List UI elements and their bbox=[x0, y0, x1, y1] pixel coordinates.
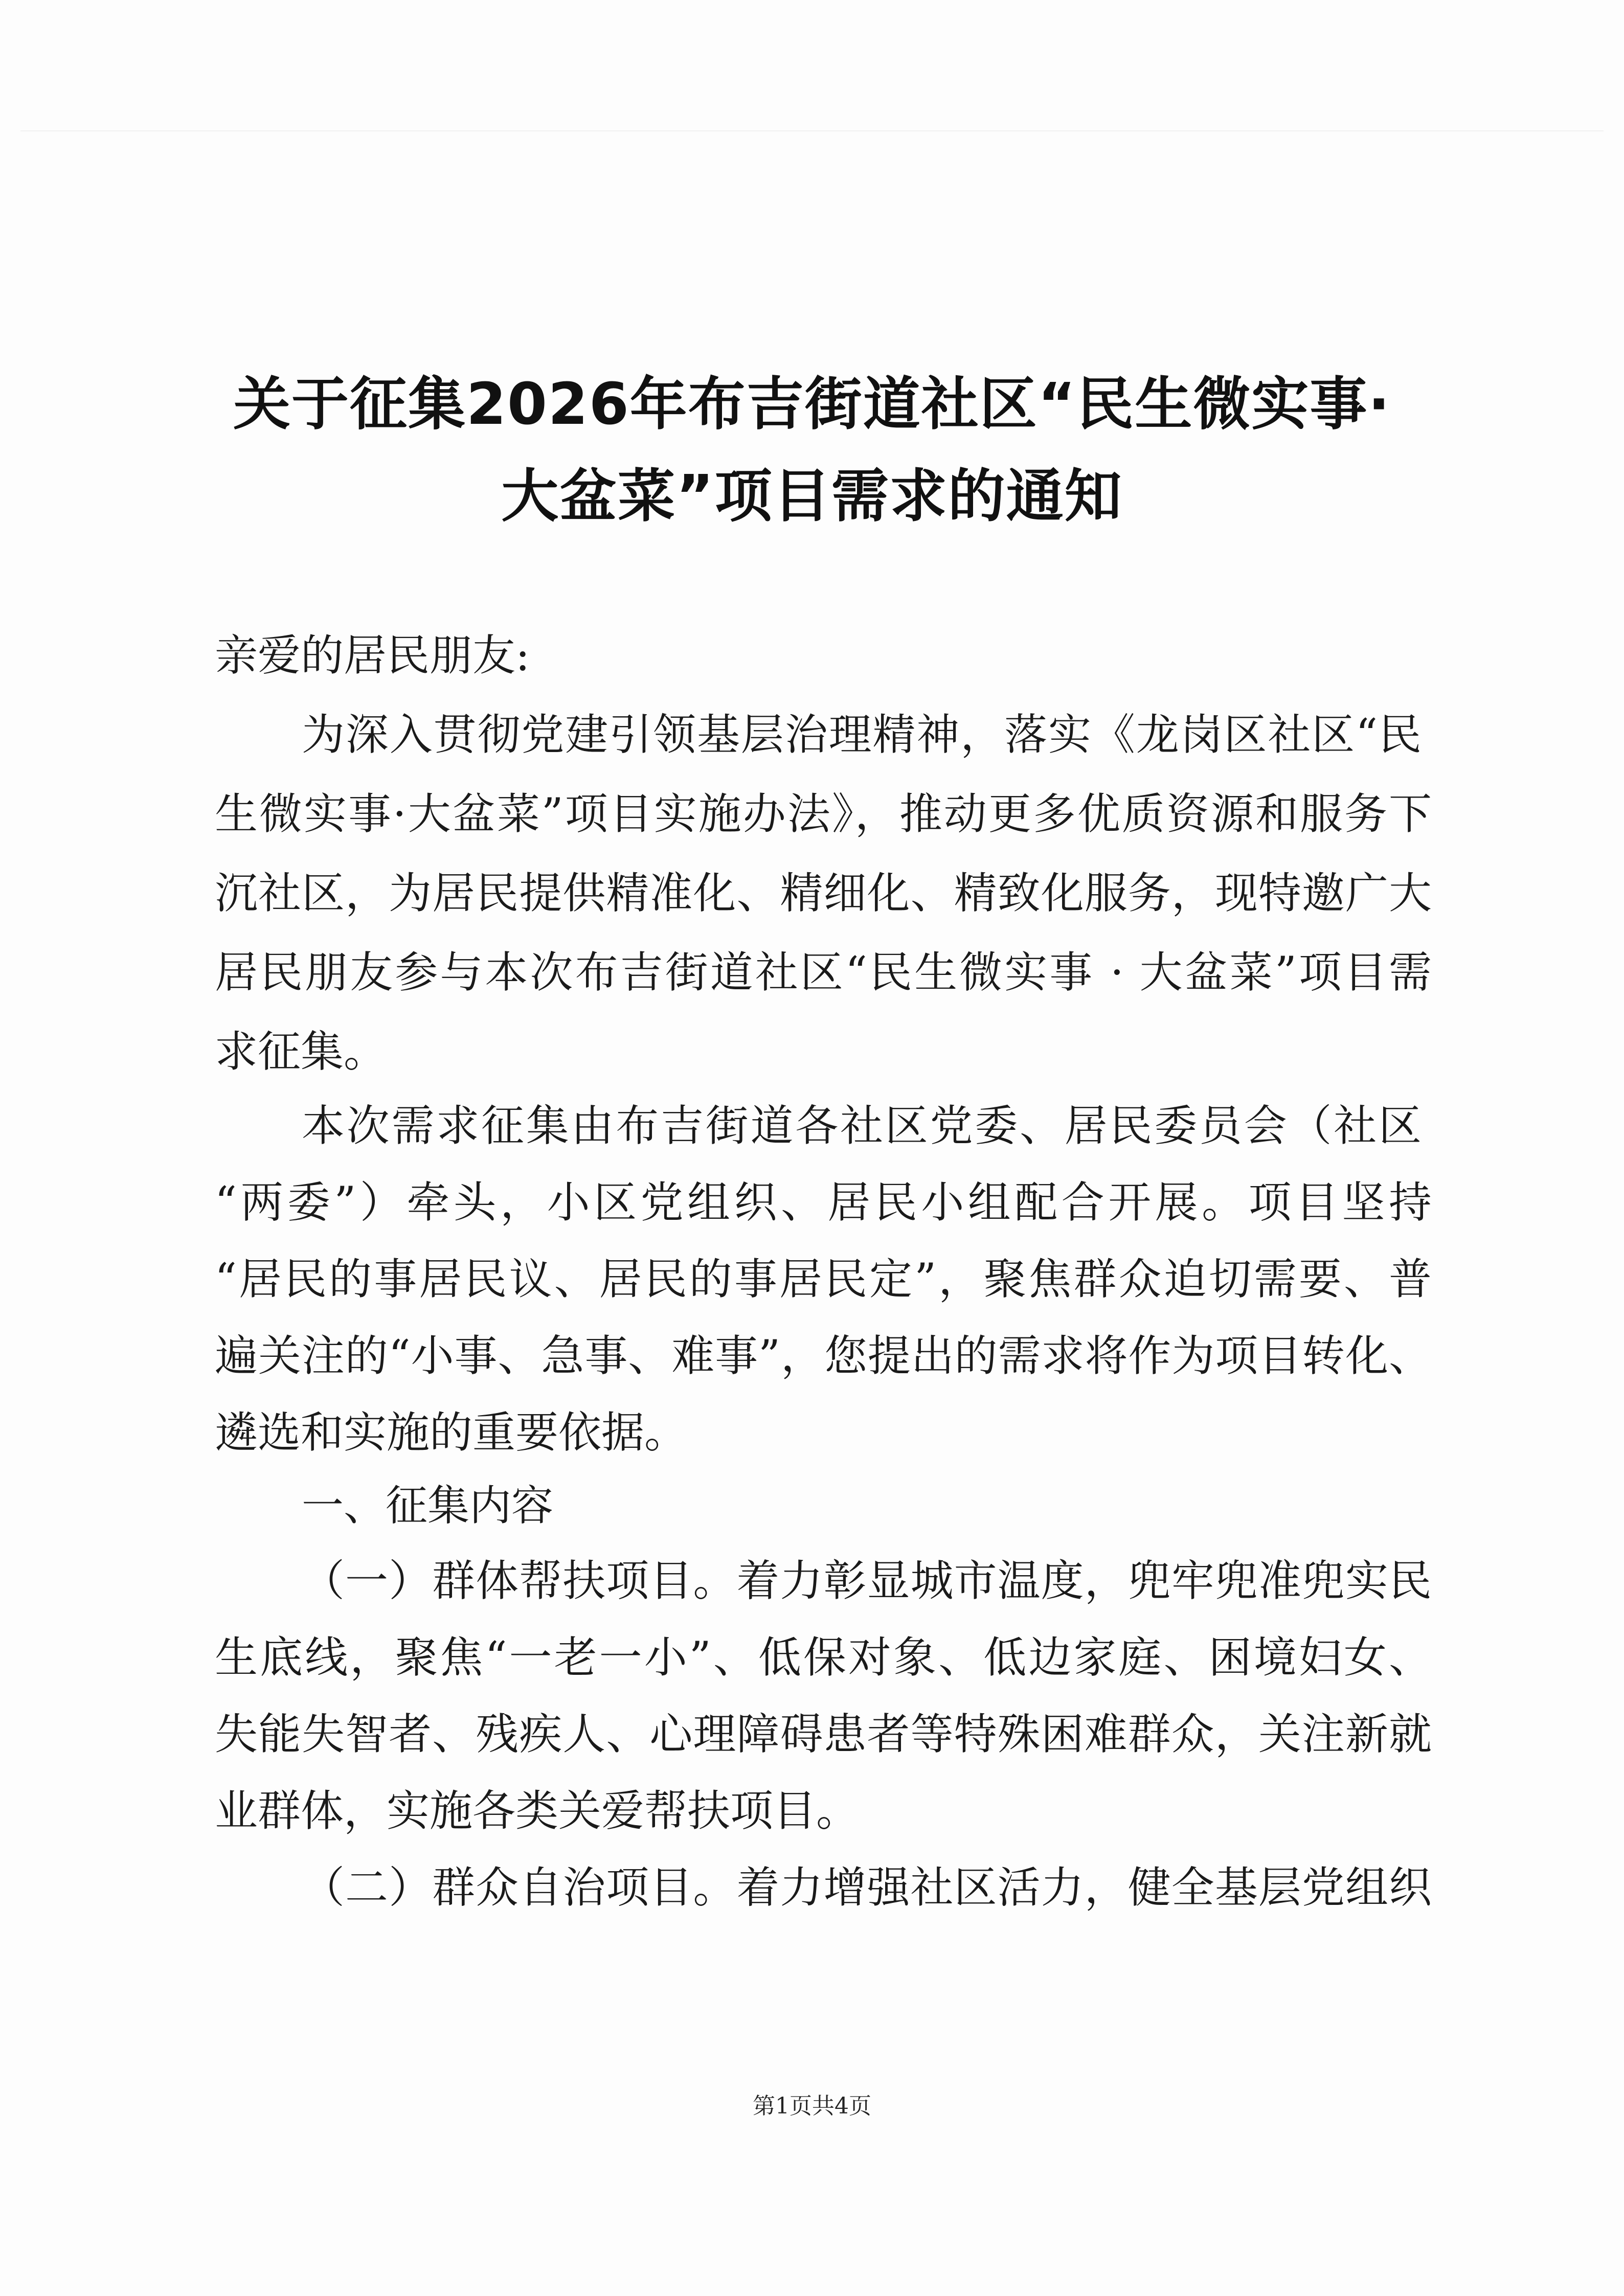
scan-edge-line bbox=[20, 130, 1604, 131]
section-heading: 一、征集内容 bbox=[302, 1482, 554, 1530]
paragraph-line: 遍关注的“小事、急事、难事”，您提出的需求将作为项目转化、 bbox=[215, 1331, 1432, 1381]
paragraph-line: 为深入贯彻党建引领基层治理精神，落实《龙岗区社区“民 bbox=[302, 710, 1422, 760]
document-title-line-2: 大盆菜”项目需求的通知 bbox=[501, 463, 1123, 530]
paragraph-line: 沉社区，为居民提供精准化、精细化、精致化服务，现特邀广大 bbox=[215, 868, 1432, 918]
paragraph-line: “居民的事居民议、居民的事居民定”，聚焦群众迫切需要、普 bbox=[215, 1254, 1432, 1304]
paragraph-line: 业群体，实施各类关爱帮扶项目。 bbox=[215, 1786, 860, 1836]
paragraph-line: 生微实事·大盆菜”项目实施办法》，推动更多优质资源和服务下 bbox=[215, 789, 1432, 839]
paragraph-line: （一）群体帮扶项目。着力彰显城市温度，兜牢兜准兜实民 bbox=[302, 1556, 1432, 1606]
paragraph-line: 生底线，聚焦“一老一小”、低保对象、低边家庭、困境妇女、 bbox=[215, 1632, 1432, 1683]
page-number-footer: 第1页共4页 bbox=[753, 2093, 871, 2119]
paragraph-line: “两委”）牵头，小区党组织、居民小组配合开展。项目坚持 bbox=[215, 1177, 1432, 1227]
paragraph-line: 遴选和实施的重要依据。 bbox=[215, 1407, 688, 1458]
paragraph-line: 本次需求征集由布吉街道各社区党委、居民委员会（社区 bbox=[302, 1101, 1422, 1151]
salutation: 亲爱的居民朋友: bbox=[215, 630, 530, 680]
paragraph-line: 居民朋友参与本次布吉街道社区“民生微实事 · 大盆菜”项目需 bbox=[215, 947, 1432, 997]
document-title-line-1: 关于征集2026年布吉街道社区“民生微实事· bbox=[233, 371, 1391, 438]
paragraph-line: 求征集。 bbox=[215, 1027, 387, 1077]
paragraph-line: 失能失智者、残疾人、心理障碍患者等特殊困难群众，关注新就 bbox=[215, 1709, 1432, 1759]
paragraph-line: （二）群众自治项目。着力增强社区活力，健全基层党组织 bbox=[302, 1862, 1432, 1913]
